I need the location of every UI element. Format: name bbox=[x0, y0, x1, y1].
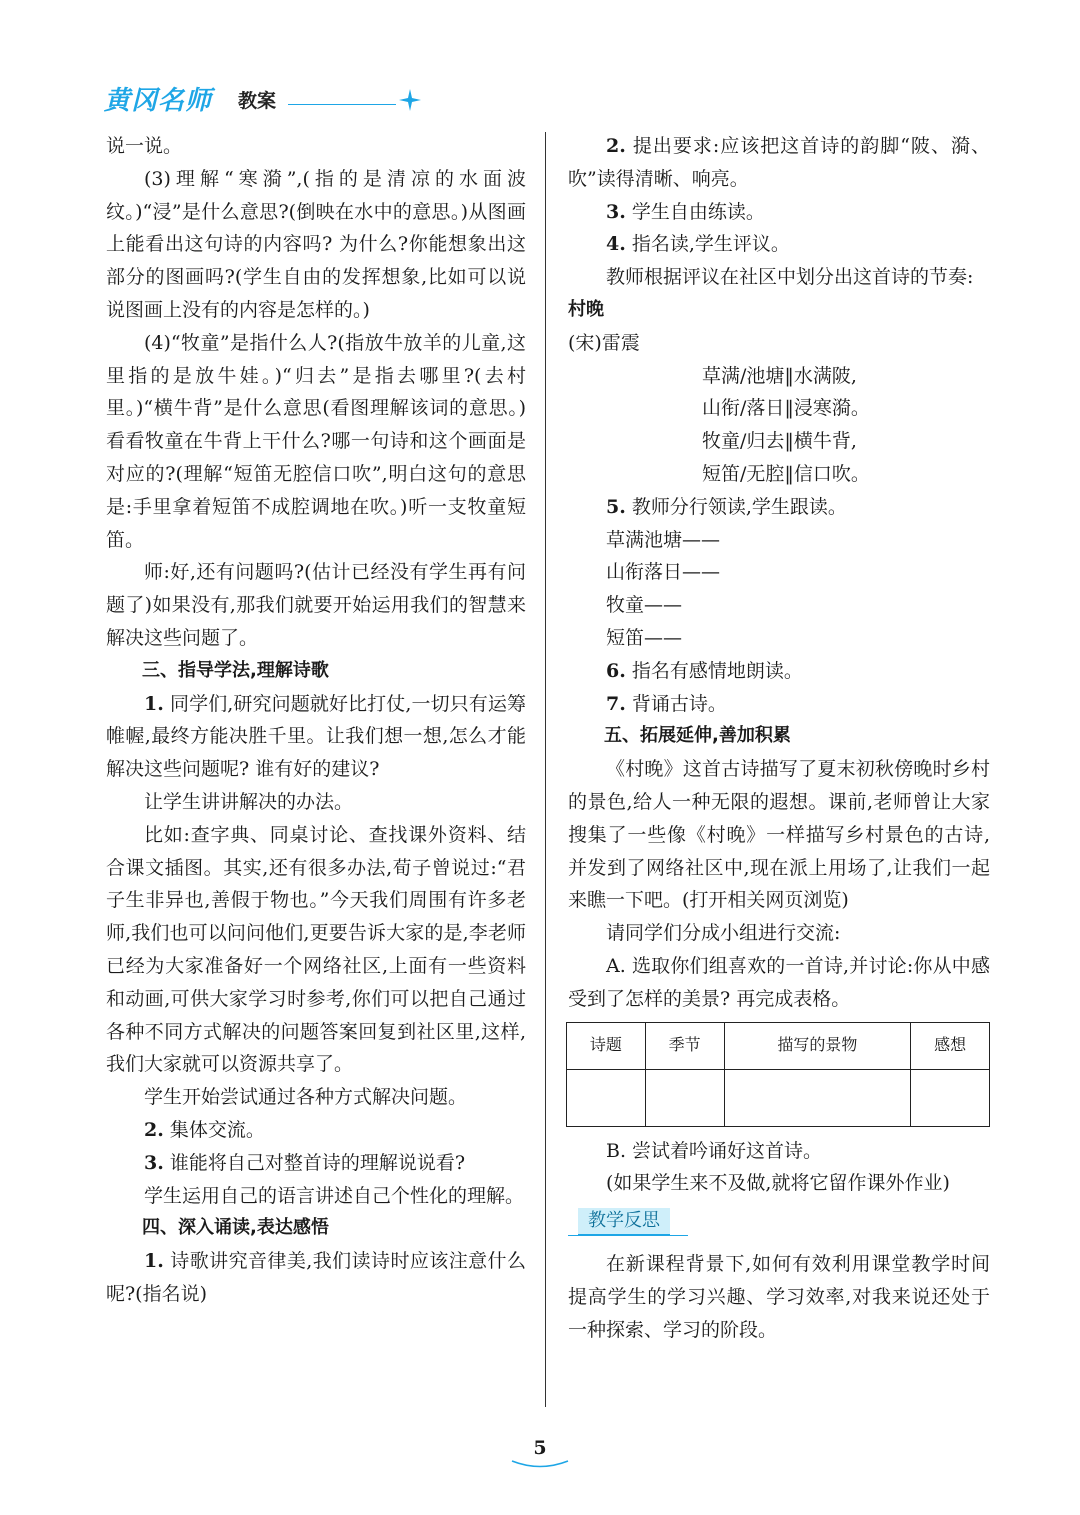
poem-table bbox=[566, 1022, 990, 1127]
reading-line: 山衔落日—— bbox=[606, 561, 721, 584]
item-text: 诗歌讲究音律美,我们读诗时应该注意什么呢?(指名说) bbox=[106, 1250, 526, 1305]
paragraph: A. 选取你们组喜欢的一首诗,并讨论:你从中感受到了怎样的美景? 再完成表格。 bbox=[568, 954, 990, 1010]
reflection-rule bbox=[568, 1235, 688, 1236]
page-number: 5 bbox=[533, 1437, 547, 1459]
paragraph: 学生运用自己的语言讲述自己个性化的理解。 bbox=[144, 1184, 525, 1207]
page-header bbox=[104, 78, 444, 118]
header-rule bbox=[288, 104, 396, 105]
table-cell bbox=[724, 1069, 911, 1126]
item-text: 指名读,学生评议。 bbox=[625, 233, 790, 256]
paragraph: 学生开始尝试通过各种方式解决问题。 bbox=[144, 1086, 468, 1109]
paragraph: (如果学生来不及做,就将它留作课外作业) bbox=[606, 1172, 950, 1195]
numbered-item bbox=[568, 130, 990, 196]
item-number: 3. bbox=[606, 200, 626, 223]
paragraph: 说一说。 bbox=[106, 135, 183, 157]
numbered-item bbox=[568, 196, 990, 229]
poem-line: 草满/池塘‖水满陂, bbox=[702, 364, 857, 387]
item-number: 2. bbox=[144, 1118, 164, 1141]
reflection-tag: 教学反思 bbox=[578, 1208, 670, 1236]
paragraph: (3)理解“寒漪”,(指的是清凉的水面波纹。)“浸”是什么意思?(倒映在水中的意思。)从图画上能看出这句诗的内容吗? 为什么?你能想象出这部分的图画吗?(学生自由的发挥想象,比如可以说说图画上没有的内容是怎样的。) bbox=[106, 167, 526, 321]
right-column bbox=[568, 130, 990, 1347]
section-heading: 四、深入诵读,表达感悟 bbox=[142, 1217, 329, 1239]
poem-author: (宋)雷震 bbox=[568, 331, 640, 354]
item-number: 5. bbox=[606, 495, 626, 518]
section-heading: 三、指导学法,理解诗歌 bbox=[142, 659, 329, 681]
brand-logo: 黄冈名师 bbox=[104, 86, 213, 116]
paragraph: 师:好,还有问题吗?(估计已经没有学生再有问题了)如果没有,那我们就要开始运用我们的智慧来解决这些问题了。 bbox=[106, 561, 526, 649]
brand-subtitle: 教案 bbox=[238, 90, 277, 112]
item-number: 4. bbox=[606, 233, 626, 256]
table-cell bbox=[567, 1069, 646, 1126]
table-header-cell: 诗题 bbox=[567, 1022, 646, 1069]
poem-line: 短笛/无腔‖信口吹。 bbox=[702, 462, 870, 485]
page-ornament bbox=[510, 1458, 570, 1470]
item-number: 6. bbox=[606, 659, 626, 682]
left-column bbox=[106, 130, 526, 1311]
table-header-cell: 感想 bbox=[911, 1022, 990, 1069]
numbered-item bbox=[106, 688, 526, 786]
item-text: 提出要求:应该把这首诗的韵脚“陂、漪、吹”读得清晰、响亮。 bbox=[568, 135, 990, 190]
item-text: 谁能将自己对整首诗的理解说说看? bbox=[163, 1151, 466, 1174]
item-text: 教师分行领读,学生跟读。 bbox=[625, 495, 847, 518]
numbered-item bbox=[568, 655, 990, 688]
table-header-cell: 描写的景物 bbox=[724, 1022, 911, 1069]
table-cell bbox=[911, 1069, 990, 1126]
column-divider bbox=[545, 132, 546, 1407]
item-text: 学生自由练读。 bbox=[625, 200, 765, 223]
numbered-item bbox=[106, 1114, 526, 1147]
paragraph: 在新课程背景下,如何有效利用课堂教学时间提高学生的学习兴趣、学习效率,对我来说还处于一种探索、学习的阶段。 bbox=[568, 1253, 990, 1341]
item-text: 同学们,研究问题就好比打仗,一切只有运筹帷幄,最终方能决胜千里。让我们想一想,怎么才能解决这些问题呢? 谁有好的建议? bbox=[106, 692, 526, 781]
sparkle-icon bbox=[398, 88, 422, 112]
numbered-item bbox=[568, 491, 990, 524]
reading-line: 短笛—— bbox=[606, 626, 683, 649]
numbered-item bbox=[106, 1147, 526, 1180]
paragraph: 《村晚》这首古诗描写了夏末初秋傍晚时乡村的景色,给人一种无限的遐想。课前,老师曾让大家搜集了一些像《村晚》一样描写乡村景色的古诗,并发到了网络社区中,现在派上用场了,让我们一起来瞧一下吧。(打开相关网页浏览) bbox=[568, 758, 990, 912]
numbered-item bbox=[106, 1245, 526, 1311]
numbered-item bbox=[568, 688, 990, 721]
paragraph: (4)“牧童”是指什么人?(指放牛放羊的儿童,这里指的是放牛娃。)“归去”是指去哪里?(去村里。)“横牛背”是什么意思(看图理解该词的意思。)看看牧童在牛背上干什么?哪一句诗和这个画面是对应的?(理解“短笛无腔信口吹”,明白这句的意思是:手里拿着短笛不成腔调地在吹。)听一支牧童短笛。 bbox=[106, 331, 526, 551]
item-number: 2. bbox=[606, 135, 626, 157]
paragraph: 请同学们分成小组进行交流: bbox=[606, 922, 841, 945]
reading-line: 草满池塘—— bbox=[606, 528, 721, 551]
table-header-row bbox=[567, 1022, 990, 1069]
item-number: 3. bbox=[144, 1151, 164, 1174]
table-row bbox=[567, 1069, 990, 1126]
poem-line: 牧童/归去‖横牛背, bbox=[702, 430, 857, 453]
reading-line: 牧童—— bbox=[606, 594, 683, 617]
table-header-cell: 季节 bbox=[645, 1022, 724, 1069]
poem-title: 村晚 bbox=[568, 298, 604, 320]
item-text: 背诵古诗。 bbox=[625, 692, 727, 715]
item-text: 指名有感情地朗读。 bbox=[625, 659, 803, 682]
table-cell bbox=[645, 1069, 724, 1126]
paragraph: 让学生讲讲解决的办法。 bbox=[144, 790, 354, 813]
paragraph: 比如:查字典、同桌讨论、查找课外资料、结合课文插图。其实,还有很多办法,荀子曾说过:“君子生非异也,善假于物也。”今天我们周围有许多老师,我们也可以问问他们,更要告诉大家的是,李老师已经为大家准备好一个网络社区,上面有一些资料和动画,可供大家学习时参考,你们可以把自己通过各种不同方式解决的问题答案回复到社区里,这样,我们大家就可以资源共享了。 bbox=[106, 823, 526, 1076]
paragraph: 教师根据评议在社区中划分出这首诗的节奏: bbox=[606, 266, 974, 289]
item-text: 集体交流。 bbox=[163, 1118, 265, 1141]
item-number: 1. bbox=[144, 1250, 164, 1273]
reflection-label-wrap bbox=[568, 1204, 990, 1244]
item-number: 1. bbox=[144, 692, 164, 715]
section-heading: 五、拓展延伸,善加积累 bbox=[604, 725, 791, 747]
numbered-item bbox=[568, 228, 990, 261]
poem-line: 山衔/落日‖浸寒漪。 bbox=[702, 397, 870, 420]
item-number: 7. bbox=[606, 692, 626, 715]
paragraph: B. 尝试着吟诵好这首诗。 bbox=[606, 1139, 823, 1162]
